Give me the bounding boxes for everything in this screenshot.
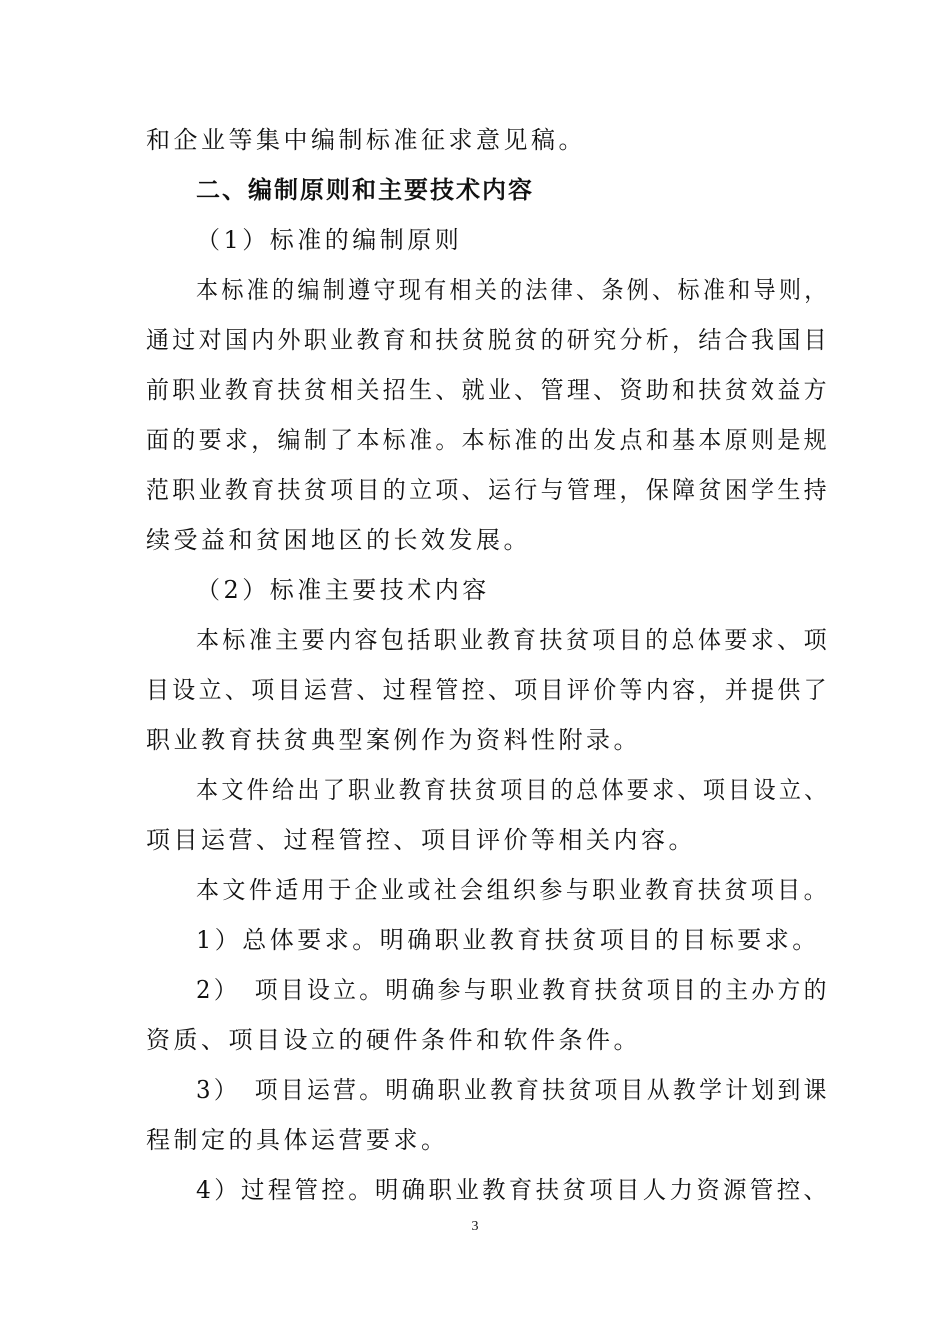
body-text-line: 面的要求，编制了本标准。本标准的出发点和基本原则是规 <box>146 426 830 454</box>
list-item: 2） 项目设立。明确参与职业教育扶贫项目的主办方的 <box>196 976 830 1004</box>
body-text-line: 目设立、项目运营、过程管控、项目评价等内容，并提供了 <box>146 676 830 704</box>
body-text-line: 本文件适用于企业或社会组织参与职业教育扶贫项目。 <box>196 876 830 904</box>
subsection-heading: （2）标准主要技术内容 <box>196 576 490 604</box>
body-text-line: 本标准主要内容包括职业教育扶贫项目的总体要求、项 <box>196 626 830 654</box>
list-item: 1）总体要求。明确职业教育扶贫项目的目标要求。 <box>196 926 820 954</box>
list-item-continuation: 资质、项目设立的硬件条件和软件条件。 <box>146 1026 641 1054</box>
section-heading: 二、编制原则和主要技术内容 <box>196 176 534 204</box>
body-text-line: 本文件给出了职业教育扶贫项目的总体要求、项目设立、 <box>196 776 830 804</box>
list-item: 4）过程管控。明确职业教育扶贫项目人力资源管控、 <box>196 1176 831 1204</box>
page-number: 3 <box>471 1219 479 1234</box>
body-text-line: 本标准的编制遵守现有相关的法律、条例、标准和导则， <box>196 276 830 304</box>
body-text-line: 和企业等集中编制标准征求意见稿。 <box>146 126 586 154</box>
body-text-line: 通过对国内外职业教育和扶贫脱贫的研究分析，结合我国目 <box>146 326 830 354</box>
list-item: 3） 项目运营。明确职业教育扶贫项目从教学计划到课 <box>196 1076 830 1104</box>
body-text-line: 范职业教育扶贫项目的立项、运行与管理，保障贫困学生持 <box>146 476 830 504</box>
body-text-line: 职业教育扶贫典型案例作为资料性附录。 <box>146 726 641 754</box>
subsection-heading: （1）标准的编制原则 <box>196 226 463 254</box>
body-text-line: 续受益和贫困地区的长效发展。 <box>146 526 531 554</box>
body-text-line: 项目运营、过程管控、项目评价等相关内容。 <box>146 826 696 854</box>
list-item-continuation: 程制定的具体运营要求。 <box>146 1126 449 1154</box>
body-text-line: 前职业教育扶贫相关招生、就业、管理、资助和扶贫效益方 <box>146 376 830 404</box>
